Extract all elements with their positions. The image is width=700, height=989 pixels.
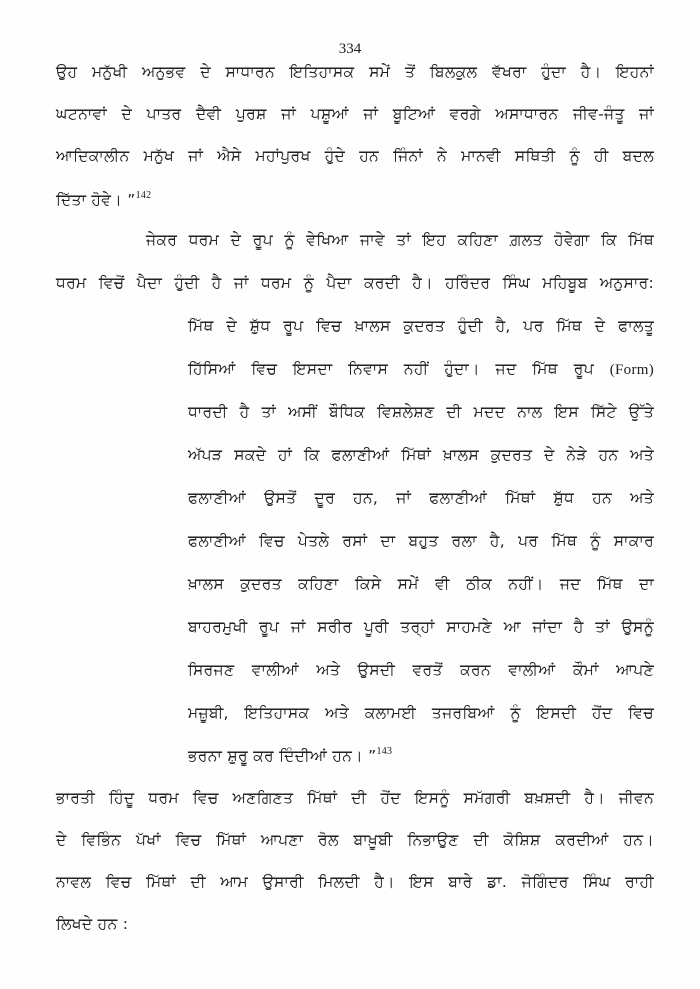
paragraph-1-line-4 — [56, 190, 654, 210]
footnote-ref-143: 143 — [376, 746, 393, 757]
paragraph-1-line-3: ਆਦਿਕਾਲੀਨ ਮਨੁੱਖ ਜਾਂ ਐਸੇ ਮਹਾਂਪੁਰਖ ਹੁੰਦੇ ਹਨ ਜਿੰਨਾਂ ਨੇ ਮਾਨਵੀ ਸਥਿਤੀ ਨੂੰ ਹੀ ਬਦਲ — [56, 147, 654, 165]
quote-line-9: ਸਿਰਜਣ ਵਾਲੀਆਂ ਅਤੇ ਉਸਦੀ ਵਰਤੋਂ ਕਰਨ ਵਾਲੀਆਂ ਕੌਮਾਂ ਆਪਣੇ — [188, 661, 654, 679]
quote-line-2 — [188, 359, 654, 380]
latin-term: (Form) — [609, 362, 655, 378]
paragraph-1-line-2: ਘਟਨਾਵਾਂ ਦੇ ਪਾਤਰ ਦੈਵੀ ਪੁਰਸ਼ ਜਾਂ ਪਸ਼ੂਆਂ ਜਾਂ ਬੂਟਿਆਂ ਵਰਗੇ ਅਸਾਧਾਰਨ ਜੀਵ-ਜੰਤੂ ਜਾਂ — [56, 105, 654, 123]
paragraph-1-line-4-text: ਦਿੱਤਾ ਹੋਵੇ। ” — [56, 191, 136, 209]
quote-line-4: ਅੱਪੜ ਸਕਦੇ ਹਾਂ ਕਿ ਫਲਾਣੀਆਂ ਮਿੱਥਾਂ ਖ਼ਾਲਸ ਕੁਦਰਤ ਦੇ ਨੇੜੇ ਹਨ ਅਤੇ — [188, 446, 654, 464]
quote-line-6: ਫਲਾਣੀਆਂ ਵਿਚ ਪੇਤਲੇ ਰਸਾਂ ਦਾ ਬਹੁਤ ਰਲਾ ਹੈ, ਪਰ ਮਿੱਥ ਨੂੰ ਸਾਕਾਰ — [188, 532, 654, 550]
quote-line-3: ਧਾਰਦੀ ਹੈ ਤਾਂ ਅਸੀਂ ਬੌਧਿਕ ਵਿਸ਼ਲੇਸ਼ਣ ਦੀ ਮਦਦ ਨਾਲ ਇਸ ਸਿੱਟੇ ਉੱਤੇ — [188, 403, 654, 421]
quote-line-1: ਮਿੱਥ ਦੇ ਸ਼ੁੱਧ ਰੂਪ ਵਿਚ ਖ਼ਾਲਸ ਕੁਦਰਤ ਹੁੰਦੀ ਹੈ, ਪਰ ਮਿੱਥ ਦੇ ਫਾਲਤੂ — [188, 317, 654, 335]
paragraph-3-line-1: ਭਾਰਤੀ ਹਿੰਦੂ ਧਰਮ ਵਿਚ ਅਣਗਿਣਤ ਮਿੱਥਾਂ ਦੀ ਹੋਂਦ ਇਸਨੂੰ ਸਮੱਗਰੀ ਬਖ਼ਸ਼ਦੀ ਹੈ। ਜੀਵਨ — [56, 789, 654, 807]
paragraph-2-line-2: ਧਰਮ ਵਿਚੋਂ ਪੈਦਾ ਹੁੰਦੀ ਹੈ ਜਾਂ ਧਰਮ ਨੂੰ ਪੈਦਾ ਕਰਦੀ ਹੈ। ਹਰਿੰਦਰ ਸਿੰਘ ਮਹਿਬੂਬ ਅਨੁਸਾਰ: — [56, 274, 654, 292]
footnote-ref-142: 142 — [135, 190, 152, 201]
paragraph-2-line-1: ਜੇਕਰ ਧਰਮ ਦੇ ਰੂਪ ਨੂੰ ਵੇਖਿਆ ਜਾਵੇ ਤਾਂ ਇਹ ਕਹਿਣਾ ਗ਼ਲਤ ਹੋਵੇਗਾ ਕਿ ਮਿੱਥ — [146, 231, 654, 249]
page-number: 334 — [338, 41, 362, 57]
quote-line-7: ਖ਼ਾਲਸ ਕੁਦਰਤ ਕਹਿਣਾ ਕਿਸੇ ਸਮੇਂ ਵੀ ਠੀਕ ਨਹੀਂ। ਜਦ ਮਿੱਥ ਦਾ — [188, 575, 654, 593]
paragraph-1-line-1: ਉਹ ਮਨੁੱਖੀ ਅਨੁਭਵ ਦੇ ਸਾਧਾਰਨ ਇਤਿਹਾਸਕ ਸਮੇਂ ਤੋਂ ਬਿਲਕੁਲ ਵੱਖਰਾ ਹੁੰਦਾ ਹੈ। ਇਹਨਾਂ — [56, 63, 654, 81]
quote-line-10: ਮਜ਼ੂਬੀ, ਇਤਿਹਾਸਕ ਅਤੇ ਕਲਾਮਈ ਤਜਰਬਿਆਂ ਨੂੰ ਇਸਦੀ ਹੋਂਦ ਵਿਚ — [188, 704, 654, 722]
quote-line-8: ਬਾਹਰਮੁਖੀ ਰੂਪ ਜਾਂ ਸਰੀਰ ਪੂਰੀ ਤਰ੍ਹਾਂ ਸਾਹਮਣੇ ਆ ਜਾਂਦਾ ਹੈ ਤਾਂ ਉਸਨੂੰ — [188, 618, 654, 636]
paragraph-3-line-2: ਦੇ ਵਿਭਿੰਨ ਪੱਖਾਂ ਵਿਚ ਮਿੱਥਾਂ ਆਪਣਾ ਰੋਲ ਬਾਖ਼ੂਬੀ ਨਿਭਾਉਣ ਦੀ ਕੋਸ਼ਿਸ਼ ਕਰਦੀਆਂ ਹਨ। — [56, 831, 654, 849]
paragraph-3-line-3: ਨਾਵਲ ਵਿਚ ਮਿੱਥਾਂ ਦੀ ਆਮ ਉਸਾਰੀ ਮਿਲਦੀ ਹੈ। ਇਸ ਬਾਰੇ ਡਾ. ਜੋਗਿੰਦਰ ਸਿੰਘ ਰਾਹੀ — [56, 873, 654, 891]
quote-line-11-text: ਭਰਨਾ ਸ਼ੁਰੂ ਕਰ ਦਿੰਦੀਆਂ ਹਨ। ” — [188, 747, 377, 765]
quote-line-2-text: ਹਿੱਸਿਆਂ ਵਿਚ ਇਸਦਾ ਨਿਵਾਸ ਨਹੀਂ ਹੁੰਦਾ। ਜਦ ਮਿੱਥ ਰੂਪ — [188, 360, 594, 378]
quote-line-5: ਫਲਾਣੀਆਂ ਉਸਤੋਂ ਦੂਰ ਹਨ, ਜਾਂ ਫਲਾਣੀਆਂ ਮਿੱਥਾਂ ਸ਼ੁੱਧ ਹਨ ਅਤੇ — [188, 489, 654, 507]
paragraph-3-line-4: ਲਿਖਦੇ ਹਨ : — [56, 915, 129, 933]
quote-line-11 — [188, 746, 654, 766]
